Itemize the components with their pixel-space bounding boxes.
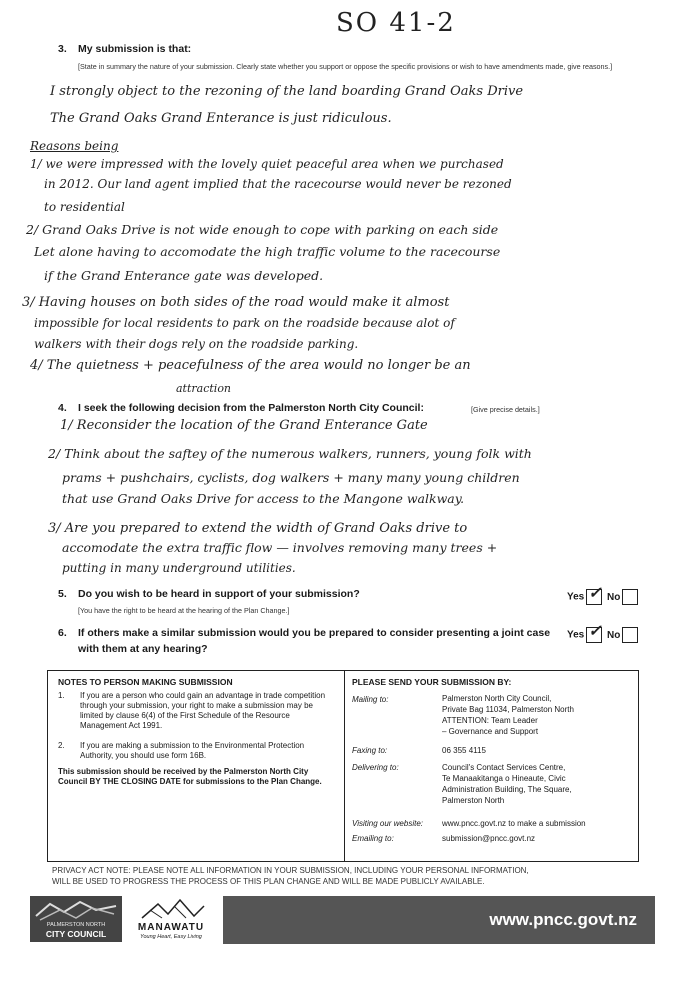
q4-hint: [Give precise details.] [471, 405, 540, 414]
delivering-line: Palmerston North [442, 796, 505, 805]
reference-number: SO 41-2 [336, 8, 456, 38]
q3-line: I strongly object to the rezoning of the land boarding Grand Oaks Drive [50, 84, 524, 99]
q6-no-label: No [607, 629, 621, 641]
manawatu-logo-mark [128, 896, 214, 922]
q4-line: 2/ Think about the saftey of the numerous walkers, runners, young folk with [48, 446, 532, 461]
delivering-line: Te Manaakitanga o Hineaute, Civic [442, 774, 566, 783]
q5-no-label: No [607, 591, 621, 603]
q3-line: to residential [44, 200, 125, 214]
q3-number: 3. [58, 43, 67, 55]
q5-yes-label: Yes [567, 591, 585, 603]
q5-no-checkbox[interactable] [622, 589, 638, 605]
website-label: Visiting our website: [352, 819, 423, 828]
q5-title: Do you wish to be heard in support of your submission? [78, 588, 360, 600]
send-heading: PLEASE SEND YOUR SUBMISSION BY: [352, 677, 512, 687]
faxing-value: 06 355 4115 [442, 746, 486, 755]
q4-line: 1/ Reconsider the location of the Grand Enterance Gate [60, 418, 428, 433]
notes-item-1: If you are a person who could gain an advantage in trade competition through your submission, your right to make a submission may be limited by clause 6(4) of the First Schedule of the Resource Management Act 1991. [80, 691, 326, 730]
q4-number: 4. [58, 402, 67, 414]
mailing-line: – Governance and Support [442, 727, 539, 736]
q6-options [567, 621, 638, 643]
privacy-line: PRIVACY ACT NOTE: PLEASE NOTE ALL INFORMATION IN YOUR SUBMISSION, INCLUDING YOUR PERSONAL INFORMATION, [52, 866, 529, 875]
q3-line: 1/ we were impressed with the lovely quiet peaceful area when we purchased [30, 157, 504, 171]
email-value[interactable]: submission@pncc.govt.nz [442, 834, 536, 843]
notes-closing: This submission should be received by the Palmerston North City Council BY THE CLOSING DATE for submissions to the Plan Change. [58, 767, 322, 786]
pncc-logo-mark [30, 896, 122, 922]
q3-line: if the Grand Enterance gate was developed. [44, 268, 324, 283]
delivering-line: Council's Contact Services Centre, [442, 763, 566, 772]
q3-line: walkers with their dogs rely on the roadside parking. [34, 337, 359, 351]
q4-line: 3/ Are you prepared to extend the width of Grand Oaks drive to [48, 521, 468, 536]
mailing-line: Private Bag 11034, Palmerston North [442, 705, 574, 714]
notes-item-number: 2. [58, 741, 65, 750]
manawatu-tagline: Young Heart, Easy Living [140, 934, 202, 940]
manawatu-logo [128, 896, 214, 944]
q3-line: Let alone having to accomodate the high traffic volume to the racecourse [34, 244, 501, 259]
q6-title-line2: with them at any hearing? [78, 643, 208, 655]
privacy-note [52, 865, 529, 887]
q6-title: If others make a similar submission would you be prepared to consider presenting a joint case [78, 627, 551, 639]
q5-yes-checkbox[interactable] [586, 583, 602, 605]
delivering-value [442, 762, 572, 806]
q4-line: that use Grand Oaks Drive for access to the Mangone walkway. [62, 491, 465, 506]
manawatu-name: MANAWATU [137, 922, 205, 933]
q6-yes-checkbox[interactable] [586, 621, 602, 643]
delivering-line: Administration Building, The Square, [442, 785, 572, 794]
pncc-logo-bottom: CITY COUNCIL [45, 929, 107, 939]
check-mark-icon: ✓ [588, 583, 602, 602]
q6-number: 6. [58, 627, 67, 639]
q6-no-checkbox[interactable] [622, 627, 638, 643]
q4-line: putting in many underground utilities. [62, 561, 296, 575]
notes-item-number: 1. [58, 691, 65, 700]
mailing-value [442, 693, 574, 737]
mailing-label: Mailing to: [352, 695, 389, 704]
q5-options [567, 583, 638, 605]
q3-line: Reasons being [30, 139, 119, 153]
q3-line: 2/ Grand Oaks Drive is not wide enough to cope with parking on each side [26, 222, 499, 237]
email-label: Emailing to: [352, 834, 394, 843]
notes-item-2: If you are making a submission to the Environmental Protection Authority, you should use form 16B. [80, 741, 305, 760]
notes-heading: NOTES TO PERSON MAKING SUBMISSION [58, 677, 233, 687]
q6-yes-label: Yes [567, 629, 585, 641]
privacy-line: WILL BE USED TO PROGRESS THE PROCESS OF THIS PLAN CHANGE AND WILL BE MADE PUBLICLY AVAILABLE. [52, 877, 485, 886]
pncc-logo-top: PALMERSTON NORTH [46, 922, 106, 928]
q4-line: prams + pushchairs, cyclists, dog walkers + many many young children [62, 470, 520, 485]
q3-line: 3/ Having houses on both sides of the road would make it almost [22, 295, 450, 310]
q3-line: 4/ The quietness + peacefulness of the area would no longer be an [30, 358, 471, 373]
faxing-label: Faxing to: [352, 746, 388, 755]
q3-hint: [State in summary the nature of your submission. Clearly state whether you support or oppose the specific provisions or wish to have amendments made, give reasons.] [78, 62, 613, 71]
q3-line: impossible for local residents to park on the roadside because alot of [34, 316, 455, 330]
q3-line: in 2012. Our land agent implied that the racecourse would never be rezoned [44, 177, 512, 191]
q3-line: attraction [176, 382, 232, 395]
footer-banner [223, 896, 655, 944]
q5-number: 5. [58, 588, 67, 600]
q5-hint: [You have the right to be heard at the hearing of the Plan Change.] [78, 606, 290, 615]
submission-info-box [47, 670, 639, 862]
mailing-line: Palmerston North City Council, [442, 694, 552, 703]
footer-website[interactable]: www.pncc.govt.nz [489, 910, 637, 929]
box-divider [344, 671, 345, 861]
q3-line: The Grand Oaks Grand Enterance is just ridiculous. [50, 111, 392, 126]
q4-title: I seek the following decision from the Palmerston North City Council: [78, 402, 424, 414]
delivering-label: Delivering to: [352, 763, 399, 772]
pncc-logo [30, 896, 122, 942]
q3-title: My submission is that: [78, 43, 192, 55]
q4-line: accomodate the extra traffic flow — involves removing many trees + [62, 540, 498, 555]
website-value[interactable]: www.pncc.govt.nz to make a submission [442, 819, 586, 828]
mailing-line: ATTENTION: Team Leader [442, 716, 538, 725]
check-mark-icon: ✓ [588, 621, 602, 640]
